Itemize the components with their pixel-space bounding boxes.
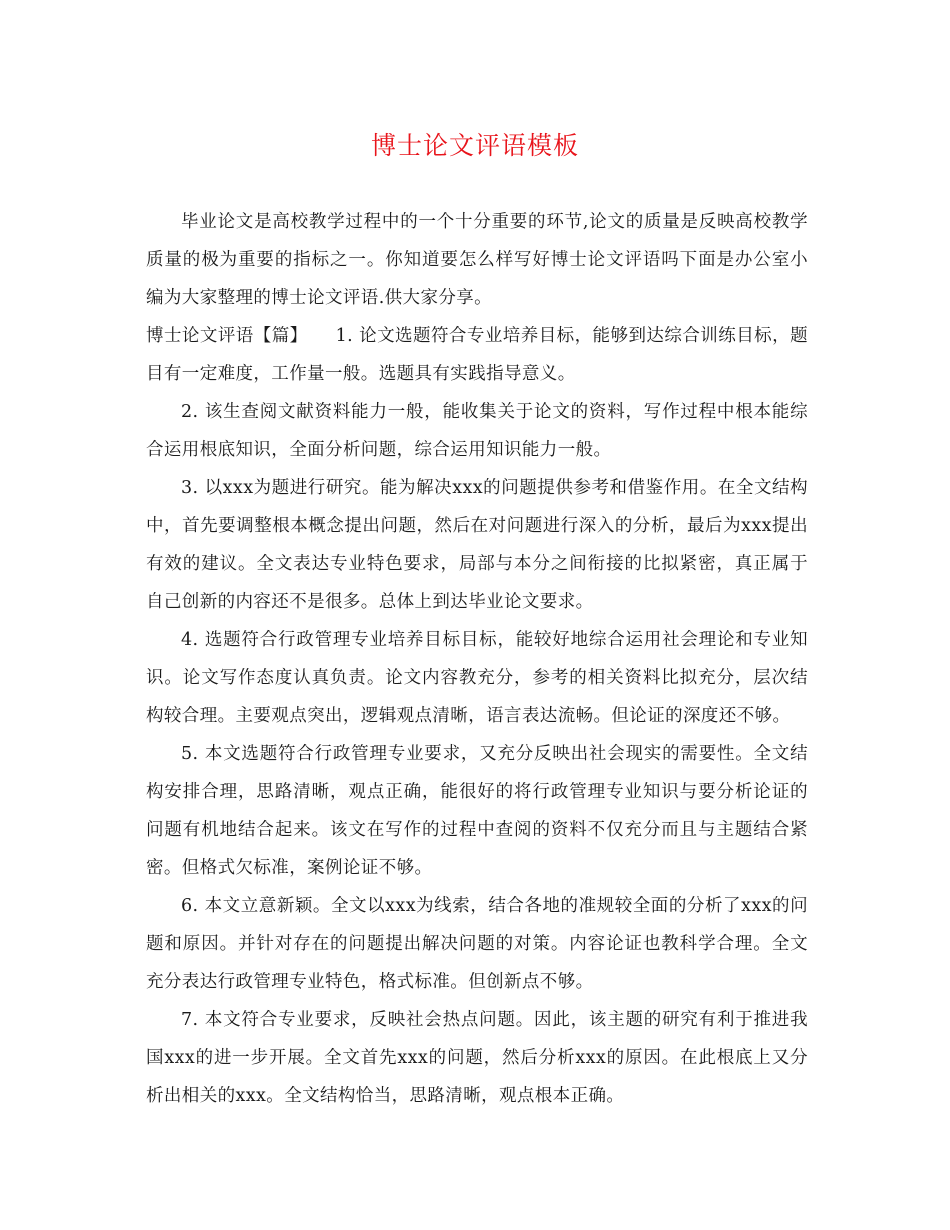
intro-paragraph: 毕业论文是高校教学过程中的一个十分重要的环节,论文的质量是反映高校教学质量的极为重要的指标之一。你知道要怎么样写好博士论文评语吗下面是办公室小编为大家整理的博士论文评语.供大家分享。 — [146, 212, 808, 308]
section-label: 博士论文评语【篇】 — [146, 326, 308, 346]
comment-item-2: 2. 该生查阅文献资料能力一般，能收集关于论文的资料，写作过程中根本能综合运用根底知识，全面分析问题，综合运用知识能力一般。 — [146, 402, 808, 460]
comment-item-1: 1. 论文选题符合专业培养目标，能够到达综合训练目标，题目有一定难度，工作量一般。选题具有实践指导意义。 — [146, 326, 808, 384]
document-body — [146, 203, 808, 1115]
comment-item-6: 6. 本文立意新颖。全文以xxx为线索，结合各地的准规较全面的分析了xxx的问题和原因。并针对存在的问题提出解决问题的对策。内容论证也教科学合理。全文充分表达行政管理专业特色，格式标准。但创新点不够。 — [146, 896, 808, 992]
comment-item-4: 4. 选题符合行政管理专业培养目标目标，能较好地综合运用社会理论和专业知识。论文写作态度认真负责。论文内容教充分，参考的相关资料比拟充分，层次结构较合理。主要观点突出，逻辑观点清晰，语言表达流畅。但论证的深度还不够。 — [146, 630, 808, 726]
comment-item-7: 7. 本文符合专业要求，反映社会热点问题。因此，该主题的研究有利于推进我国xxx的进一步开展。全文首先xxx的问题，然后分析xxx的原因。在此根底上又分析出相关的xxx。全文结构恰当，思路清晰，观点根本正确。 — [146, 1010, 808, 1106]
section-paragraph — [146, 317, 808, 393]
document-title: 博士论文评语模板 — [370, 131, 579, 160]
comment-item-5: 5. 本文选题符合行政管理专业要求，又充分反映出社会现实的需要性。全文结构安排合理，思路清晰，观点正确，能很好的将行政管理专业知识与要分析论证的问题有机地结合起来。该文在写作的过程中查阅的资料不仅充分而且与主题结合紧密。但格式欠标准，案例论证不够。 — [146, 744, 808, 878]
comment-item-3: 3. 以xxx为题进行研究。能为解决xxx的问题提供参考和借鉴作用。在全文结构中，首先要调整根本概念提出问题，然后在对问题进行深入的分析，最后为xxx提出有效的建议。全文表达专业特色要求，局部与本分之间衔接的比拟紧密，真正属于自己创新的内容还不是很多。总体上到达毕业论文要求。 — [146, 478, 808, 612]
